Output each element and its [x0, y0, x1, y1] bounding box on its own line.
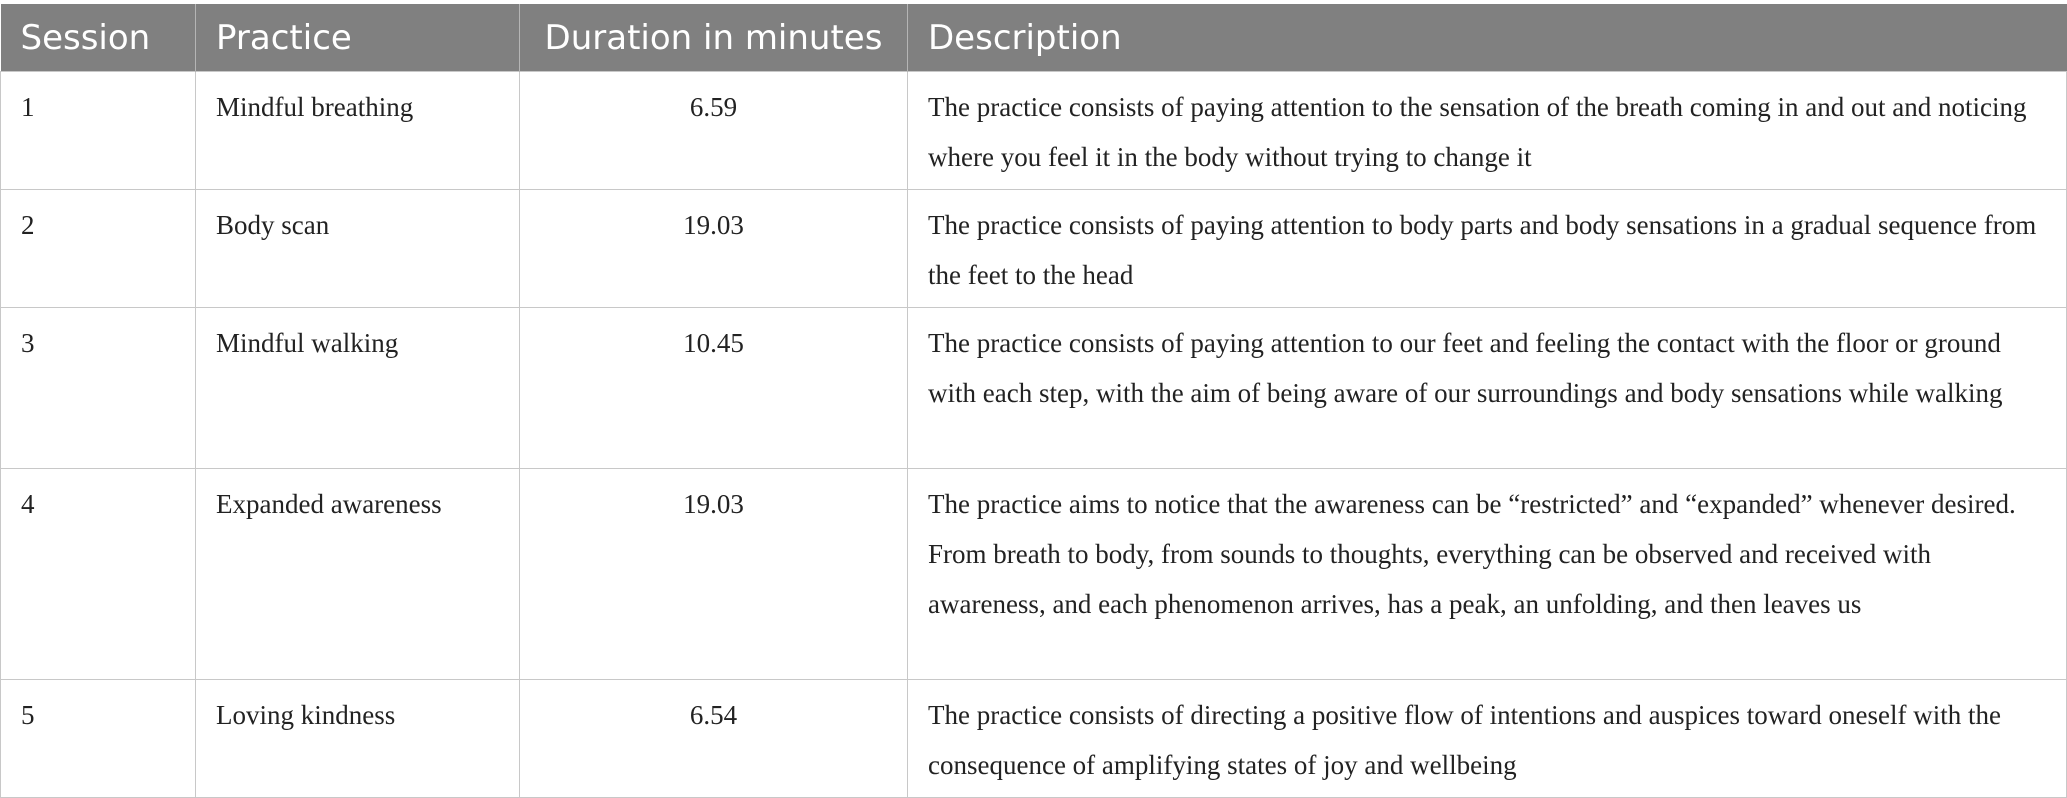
cell-session: 2	[1, 190, 196, 308]
header-session: Session	[1, 4, 196, 72]
cell-practice: Body scan	[196, 190, 520, 308]
header-description: Description	[908, 4, 2067, 72]
practice-table	[0, 4, 2067, 798]
header-row	[1, 4, 2067, 72]
table-row	[1, 72, 2067, 190]
table-row	[1, 680, 2067, 798]
cell-duration: 6.54	[520, 680, 908, 798]
header-duration: Duration in minutes	[520, 4, 908, 72]
cell-practice: Loving kindness	[196, 680, 520, 798]
cell-session: 4	[1, 469, 196, 680]
cell-description: The practice consists of directing a positive flow of intentions and auspices toward oneself with the consequence of amplifying states of joy and wellbeing	[908, 680, 2067, 798]
cell-session: 3	[1, 308, 196, 469]
cell-practice: Mindful walking	[196, 308, 520, 469]
cell-practice: Expanded awareness	[196, 469, 520, 680]
cell-description: The practice consists of paying attention to the sensation of the breath coming in and out and noticing where you feel it in the body without trying to change it	[908, 72, 2067, 190]
cell-duration: 10.45	[520, 308, 908, 469]
cell-practice: Mindful breathing	[196, 72, 520, 190]
cell-session: 5	[1, 680, 196, 798]
cell-description: The practice aims to notice that the awareness can be “restricted” and “expanded” whenever desired. From breath to body, from sounds to thoughts, everything can be observed and received with awareness, and each phenomenon arrives, has a peak, an unfolding, and then leaves us	[908, 469, 2067, 680]
table-row	[1, 190, 2067, 308]
table-body	[1, 72, 2067, 798]
cell-duration: 6.59	[520, 72, 908, 190]
cell-duration: 19.03	[520, 469, 908, 680]
cell-duration: 19.03	[520, 190, 908, 308]
cell-description: The practice consists of paying attention to our feet and feeling the contact with the floor or ground with each step, with the aim of being aware of our surroundings and body sensations while walking	[908, 308, 2067, 469]
cell-description: The practice consists of paying attention to body parts and body sensations in a gradual sequence from the feet to the head	[908, 190, 2067, 308]
table-row	[1, 469, 2067, 680]
table-header	[1, 4, 2067, 72]
header-practice: Practice	[196, 4, 520, 72]
cell-session: 1	[1, 72, 196, 190]
table-row	[1, 308, 2067, 469]
